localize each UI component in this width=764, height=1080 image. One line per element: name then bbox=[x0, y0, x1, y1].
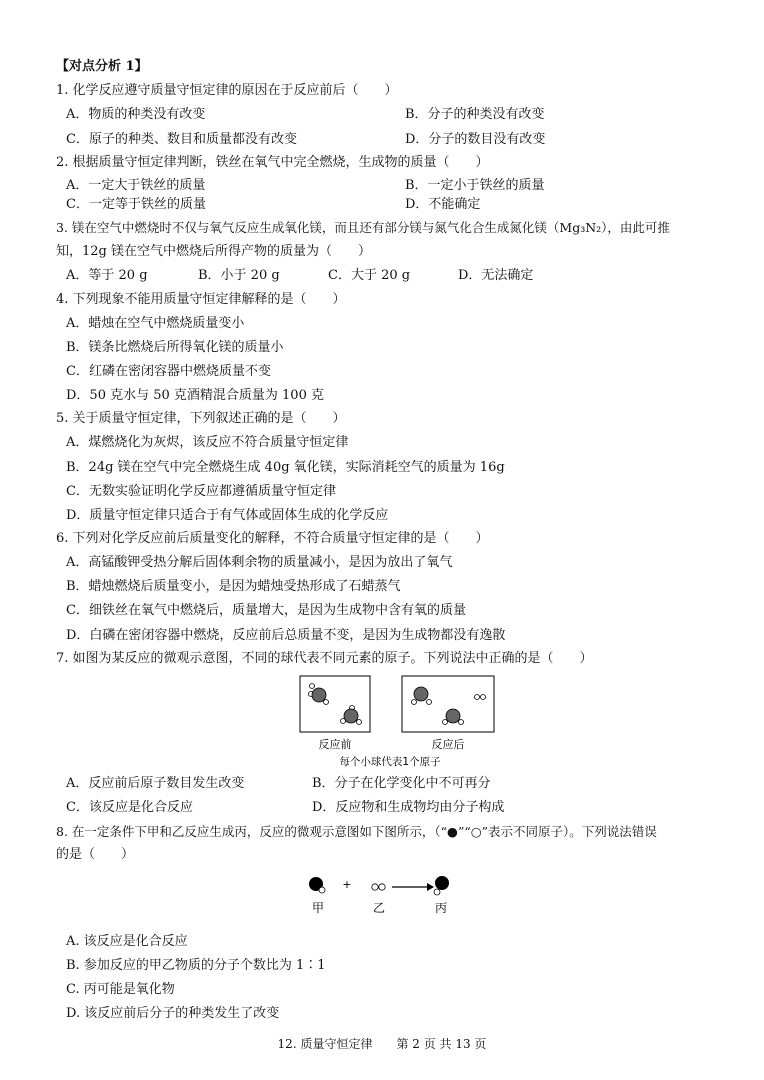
question-7-stem: 7. 如图为某反应的微观示意图，不同的球代表不同元素的原子。下列说法中正确的是（ ） bbox=[56, 651, 593, 666]
q7-reaction-figure bbox=[290, 672, 510, 772]
q6-option-c: C．细铁丝在氧气中燃烧后，质量增大，是因为生成物中含有氧的质量 bbox=[66, 603, 466, 618]
q3-option-a: A．等于 20 g bbox=[66, 268, 148, 283]
q1-option-c: C．原子的种类、数目和质量都没有改变 bbox=[66, 132, 297, 147]
question-1-stem: 1. 化学反应遵守质量守恒定律的原因在于反应前后（ ） bbox=[56, 83, 398, 98]
question-8-stem-line2: 的是（ ） bbox=[56, 847, 135, 862]
q8-reaction-figure bbox=[300, 872, 470, 922]
molecule-after-2 bbox=[475, 695, 486, 700]
molecule-after-1 bbox=[412, 687, 432, 705]
question-3-stem-line2: 知，12g 镁在空气中燃烧后所得产物的质量为（ ） bbox=[56, 244, 371, 259]
q1-option-a: A．物质的种类没有改变 bbox=[66, 107, 206, 122]
q1-option-d: D．分子的数目没有改变 bbox=[405, 132, 546, 147]
q2-option-c: C．一定等于铁丝的质量 bbox=[66, 197, 206, 212]
label-jia: 甲 bbox=[311, 901, 325, 915]
reaction-arrow bbox=[392, 883, 434, 891]
question-5-stem: 5. 关于质量守恒定律，下列叙述正确的是（ ） bbox=[56, 411, 346, 426]
label-before: 反应前 bbox=[318, 738, 352, 751]
question-2-stem: 2. 根据质量守恒定律判断，铁丝在氧气中完全燃烧，生成物的质量（ ） bbox=[56, 155, 489, 170]
label-yi: 乙 bbox=[372, 901, 386, 915]
q3-option-d: D．无法确定 bbox=[458, 268, 534, 283]
label-after: 反应后 bbox=[431, 738, 465, 751]
page-footer: 12. 质量守恒定律 第 2 页 共 13 页 bbox=[277, 1037, 487, 1051]
molecule-jia bbox=[309, 877, 325, 893]
q7-option-c: C．该反应是化合反应 bbox=[66, 800, 193, 815]
q6-option-d: D．白磷在密闭容器中燃烧，反应前后总质量不变，是因为生成物都没有逸散 bbox=[66, 628, 506, 643]
molecule-before-1 bbox=[309, 684, 329, 705]
q8-option-b: B. 参加反应的甲乙物质的分子个数比为 1∶1 bbox=[66, 958, 326, 973]
q1-option-b: B．分子的种类没有改变 bbox=[405, 107, 545, 122]
q2-option-b: B．一定小于铁丝的质量 bbox=[405, 178, 545, 193]
q2-option-d: D．不能确定 bbox=[405, 197, 481, 212]
molecule-bing bbox=[434, 876, 449, 895]
question-6-stem: 6. 下列对化学反应前后质量变化的解释，不符合质量守恒定律的是（ ） bbox=[56, 531, 489, 546]
q2-option-a: A．一定大于铁丝的质量 bbox=[66, 178, 206, 193]
q5-option-c: C．无数实验证明化学反应都遵循质量守恒定律 bbox=[66, 484, 336, 499]
q3-option-c: C．大于 20 g bbox=[328, 268, 411, 283]
question-3-stem-line1: 3. 镁在空气中燃烧时不仅与氧气反应生成氧化镁，而且还有部分镁与氮气化合生成氮化镁（Mg₃N₂），由此可推 bbox=[56, 220, 670, 235]
label-atom-note: 每个小球代表1个原子 bbox=[339, 756, 441, 768]
molecule-after-3 bbox=[443, 709, 464, 725]
q7-option-a: A．反应前后原子数目发生改变 bbox=[66, 776, 245, 791]
q5-option-a: A．煤燃烧化为灰烬，该反应不符合质量守恒定律 bbox=[66, 435, 349, 450]
q7-option-b: B．分子在化学变化中不可再分 bbox=[312, 776, 491, 791]
q8-option-a: A. 该反应是化合反应 bbox=[66, 934, 188, 949]
q4-option-a: A．蜡烛在空气中燃烧质量变小 bbox=[66, 316, 245, 331]
q3-option-b: B．小于 20 g bbox=[198, 268, 280, 283]
q5-option-b: B．24g 镁在空气中完全燃烧生成 40g 氧化镁，实际消耗空气的质量为 16g bbox=[66, 460, 505, 475]
q4-option-d: D．50 克水与 50 克酒精混合质量为 100 克 bbox=[66, 388, 324, 403]
molecule-before-2 bbox=[341, 706, 362, 725]
q4-option-c: C．红磷在密闭容器中燃烧质量不变 bbox=[66, 364, 271, 379]
q8-option-d: D. 该反应前后分子的种类发生了改变 bbox=[66, 1006, 280, 1021]
plus-sign: + bbox=[342, 878, 352, 891]
q6-option-a: A．高锰酸钾受热分解后固体剩余物的质量减小，是因为放出了氧气 bbox=[66, 555, 453, 570]
q8-option-c: C. 丙可能是氧化物 bbox=[66, 982, 175, 997]
section-title: 【对点分析 1】 bbox=[56, 59, 148, 74]
molecule-yi bbox=[372, 884, 385, 890]
question-4-stem: 4. 下列现象不能用质量守恒定律解释的是（ ） bbox=[56, 292, 346, 307]
question-8-stem-line1: 8. 在一定条件下甲和乙反应生成丙，反应的微观示意图如下图所示，（“●”“○”表示不同原子）。下列说法错误 bbox=[56, 824, 657, 839]
q6-option-b: B．蜡烛燃烧后质量变小，是因为蜡烛受热形成了石蜡蒸气 bbox=[66, 579, 401, 594]
q7-option-d: D．反应物和生成物均由分子构成 bbox=[312, 800, 505, 815]
q5-option-d: D．质量守恒定律只适合于有气体或固体生成的化学反应 bbox=[66, 508, 389, 523]
label-bing: 丙 bbox=[434, 901, 448, 915]
q4-option-b: B．镁条比燃烧后所得氧化镁的质量小 bbox=[66, 340, 284, 355]
